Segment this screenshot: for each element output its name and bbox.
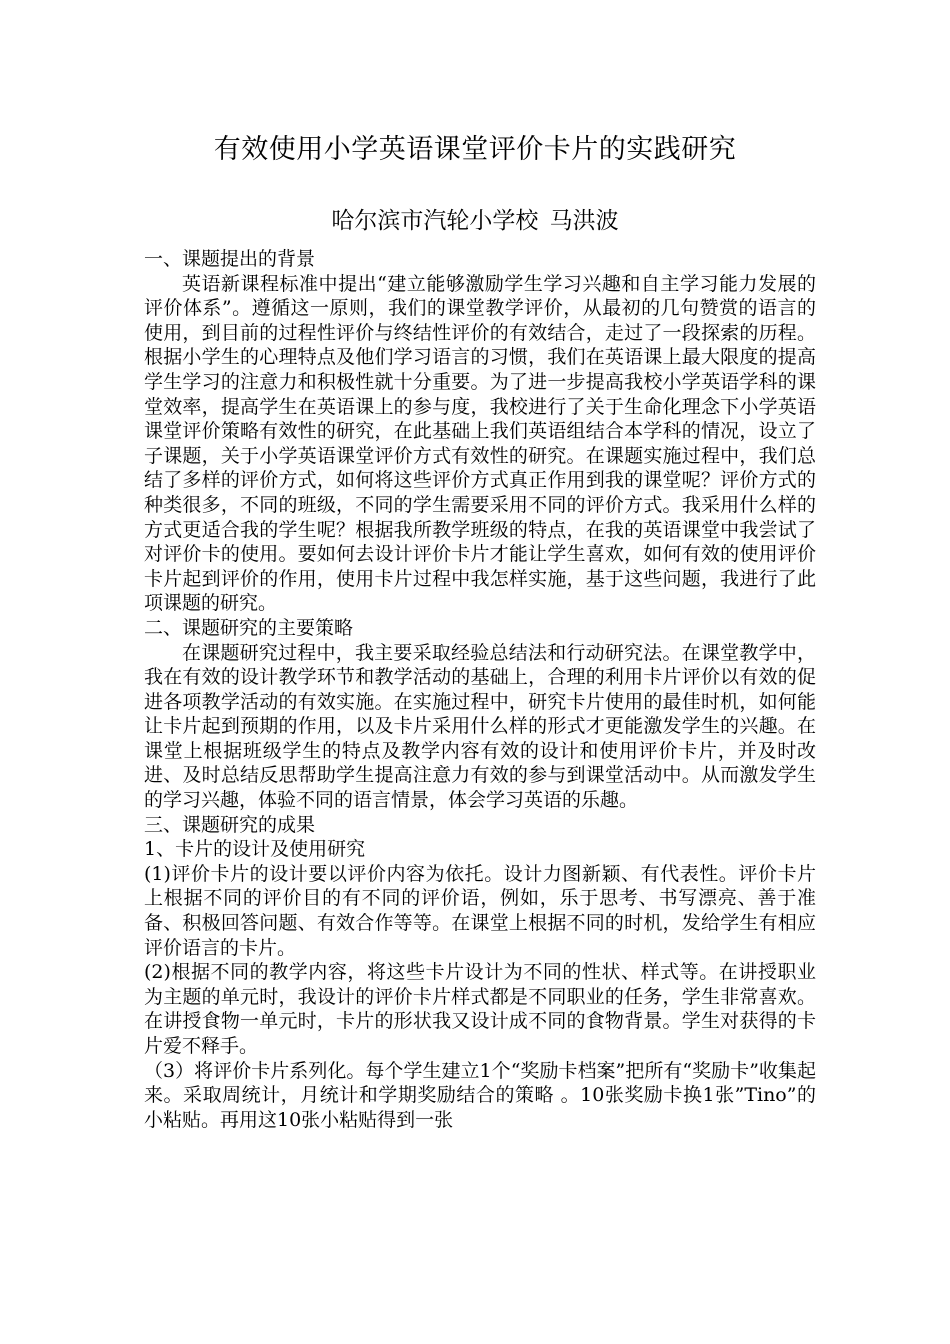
paragraph-strategy: 在课题研究过程中，我主要采取经验总结法和行动研究法。在课堂教学中，我在有效的设计教学环节和教学活动的基础上，合理的利用卡片评价以有效的促进各项教学活动的有效实施。在实施过程中，研究卡片使用的最佳时机，如何能让卡片起到预期的作用，以及卡片采用什么样的形式才更能激发学生的兴趣。在课堂上根据班级学生的特点及教学内容有效的设计和使用评价卡片，并及时改进、及时总结反思帮助学生提高注意力有效的参与到课堂活动中。从而激发学生的学习兴趣，体验不同的语言情景，体会学习英语的乐趣。 [144,641,816,812]
document-body [144,247,816,1132]
section-heading-background: 一、课题提出的背景 [144,248,316,270]
section-heading-strategy: 二、课题研究的主要策略 [144,616,354,639]
paragraph-background: 英语新课程标准中提出“建立能够激励学生学习兴趣和自主学习能力发展的评价体系”。遵循这一原则，我们的课堂教学评价，从最初的几句赞赏的语言的使用，到目前的过程性评价与终结性评价的有效结合，走过了一段探索的历程。根据小学生的心理特点及他们学习语言的习惯，我们在英语课上最大限度的提高学生学习的注意力和积极性就十分重要。为了进一步提高我校小学英语学科的课堂效率，提高学生在英语课上的参与度，我校进行了关于生命化理念下小学英语课堂评价策略有效性的研究，在此基础上我们英语组结合本学科的情况，设立了子课题，关于小学英语课堂评价方式有效性的研究。在课题实施过程中，我们总结了多样的评价方式，如何将这些评价方式真正作用到我的课堂呢？评价方式的种类很多，不同的班级，不同的学生需要采用不同的评价方式。我采用什么样的方式更适合我的学生呢？根据我所教学班级的特点，在我的英语课堂中我尝试了对评价卡的使用。要如何去设计评价卡片才能让学生喜欢，如何有效的使用评价卡片起到评价的作用，使用卡片过程中我怎样实施，基于这些问题，我进行了此项课题的研究。 [144,272,816,615]
paragraph-item-2: (2)根据不同的教学内容，将这些卡片设计为不同的性状、样式等。在讲授职业为主题的单元时，我设计的评价卡片样式都是不同职业的任务，学生非常喜欢。在讲授食物一单元时，卡片的形状我又设计成不同的食物背景。学生对获得的卡片爱不释手。 [144,961,816,1057]
paragraph-item-1: (1)评价卡片的设计要以评价内容为依托。设计力图新颖、有代表性。评价卡片上根据不同的评价目的有不同的评价语，例如，乐于思考、书写漂亮、善于准备、积极回答问题、有效合作等等。在课堂上根据不同的时机，发给学生有相应评价语言的卡片。 [144,862,816,959]
paragraph-item-3: （3）将评价卡片系列化。每个学生建立1个“奖励卡档案”把所有“奖励卡”收集起来。采取周统计，月统计和学期奖励结合的策略 。10张奖励卡换1张”Tino”的小粘贴。再用这10张小粘贴得到一张 [144,1059,816,1131]
author-line: 哈尔滨市汽轮小学校 马洪波 [331,208,619,234]
section-heading-results: 三、课题研究的成果 [144,813,316,836]
subheading-card-design: 1、卡片的设计及使用研究 [144,838,366,861]
document-title: 有效使用小学英语课堂评价卡片的实践研究 [213,134,737,165]
